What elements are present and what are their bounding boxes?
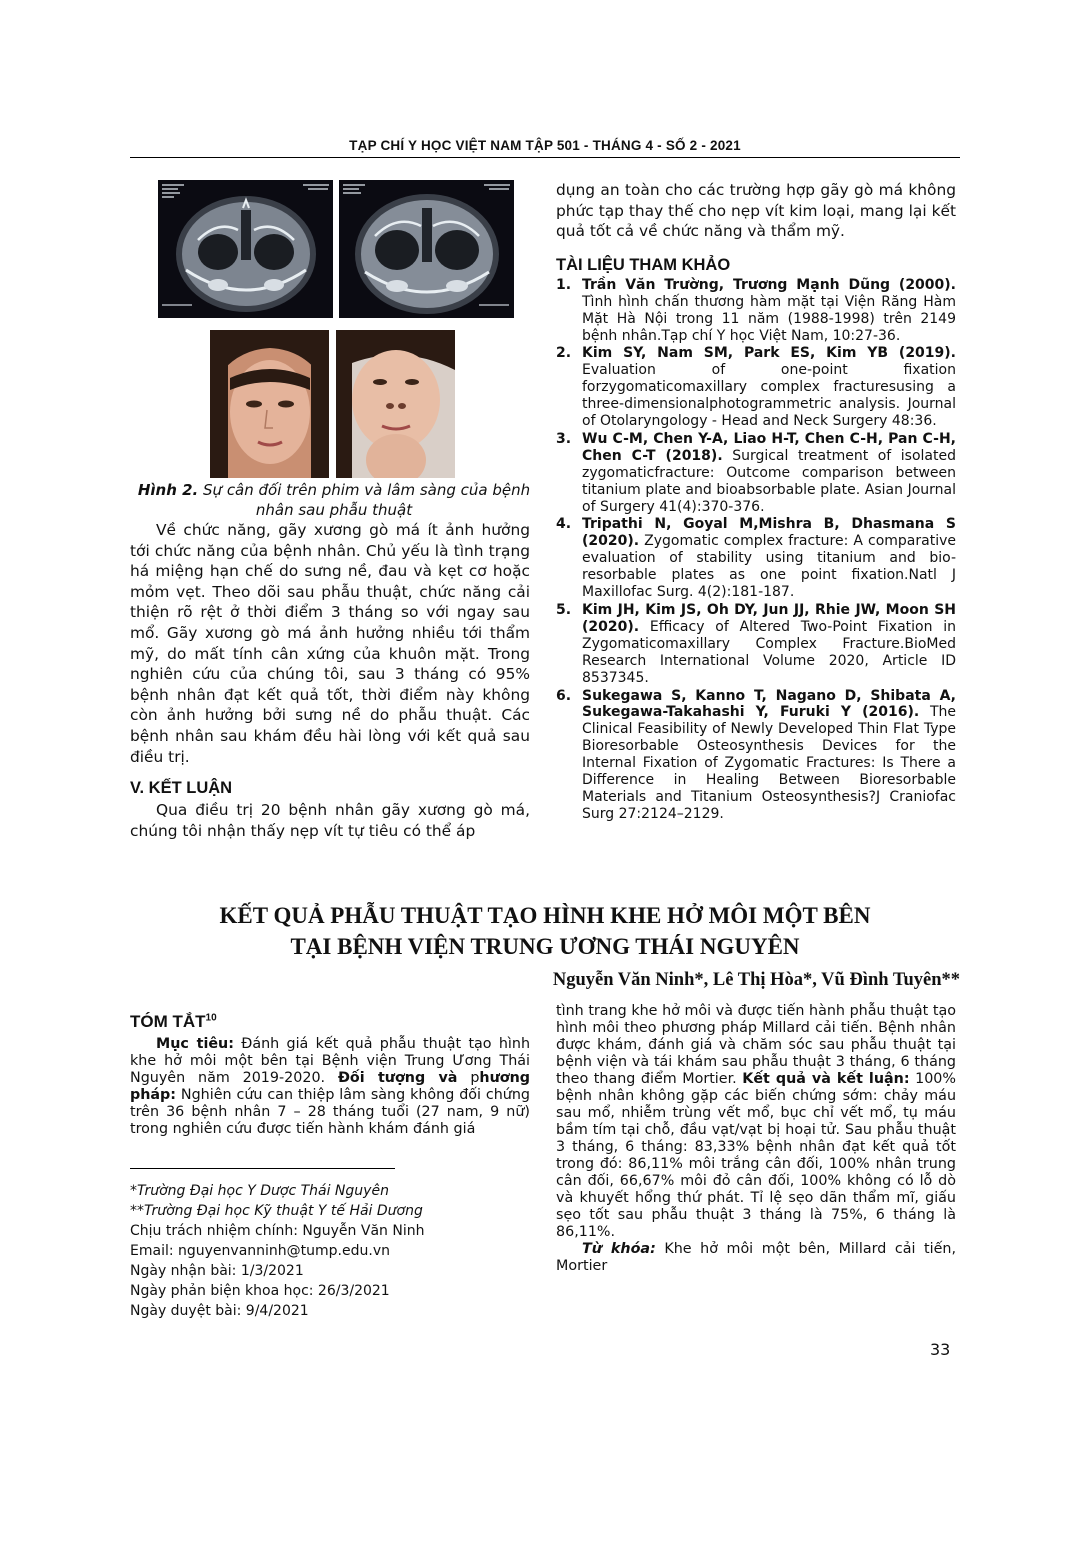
keywords-label: Từ khóa: — [582, 1241, 656, 1257]
reference-authors: Tripathi N, Goyal M,Mishra B, Dhasmana S (2020). — [582, 516, 956, 550]
journal-header: TẠP CHÍ Y HỌC VIỆT NAM TẬP 501 - THÁNG 4 - SỐ 2 - 2021 — [349, 138, 741, 153]
reference-number: 1. — [556, 276, 572, 293]
reference-authors: Kim SY, Nam SM, Park ES, Kim YB (2019). — [582, 345, 956, 362]
reference-item — [556, 688, 956, 823]
results-label: Kết quả và kết luận: — [742, 1071, 910, 1087]
reference-item — [556, 277, 956, 345]
reference-number: 5. — [556, 602, 572, 618]
reference-item — [556, 345, 956, 430]
date-approved: Ngày duyệt bài: 9/4/2021 — [130, 1303, 309, 1319]
methods-text: Nghiên cứu can thiệp lâm sàng không đối chứng trên 36 bệnh nhân 7 – 28 tháng tuổi (27 nam, 9 nữ) trong nghiên cứu được tiến hành khám đánh giá — [130, 1087, 530, 1137]
reference-number: 4. — [556, 516, 572, 533]
reference-number: 2. — [556, 345, 572, 362]
corresponding-email: Email: nguyenvanninh@tump.edu.vn — [130, 1243, 390, 1259]
reference-text: Zygomatic complex fracture: A comparative evaluation of stability using titanium and bio-resorbable plates as one point fixation.Natl J Maxillofac Surg. 4(2):181-187. — [582, 533, 956, 601]
corresponding-author: Chịu trách nhiệm chính: Nguyễn Văn Ninh — [130, 1223, 425, 1239]
date-reviewed: Ngày phản biện khoa học: 26/3/2021 — [130, 1283, 390, 1299]
methods-label-b: p — [457, 1070, 480, 1086]
figure-caption-text: Sự cân đối trên phim và lâm sàng của bệnh nhân sau phẫu thuật — [198, 481, 531, 519]
ct-scan-figure — [158, 180, 514, 318]
page-number: 33 — [930, 1340, 951, 1359]
objective-text: Đánh giá kết quả phẫu thuật tạo hình khe hở môi một bên tại Bệnh viện Trung Ương Thái Nguyên năm 2019-2020. — [130, 1036, 531, 1086]
reference-text: Evaluation of one-point fixation forzygomaticomaxillary complex fracturesusing a three-dimensionalphotogrammetric analysis. Journal of Otolaryngology - Head and Neck Surgery 48:36. — [582, 362, 956, 430]
reference-authors: Kim JH, Kim JS, Oh DY, Jun JJ, Rhie JW, Moon SH (2020). — [582, 602, 956, 635]
abstract-right-column — [556, 1003, 956, 1275]
reference-list — [556, 277, 956, 823]
reference-text: The Clinical Feasibility of Newly Developed Thin Flat Type Bioresorbable Osteosynthesis Devices for the Internal Fixation of Zygomatic Fractures: Is There a Difference in Healing Between Bioresorbable Materials and Titanium Osteosynthesis?J Craniofac Surg 27:2124–2129. — [582, 704, 956, 822]
keywords — [556, 1241, 956, 1275]
reference-text: Efficacy of Altered Two-Point Fixation in Zygomaticomaxillary Complex Fracture.BioMed Research International Volume 2020, Article ID 8537345. — [582, 618, 956, 686]
references-heading: TÀI LIỆU THAM KHẢO — [556, 255, 731, 274]
reference-text: Tình hình chấn thương hàm mặt tại Viện Răng Hàm Mặt Hà Nội trong 11 năm (1988-1998) trên 2149 bệnh nhân.Tạp chí Y học Việt Nam, 10:27-36. — [582, 293, 956, 344]
header-rule — [130, 157, 960, 158]
affiliation-1: *Trường Đại học Y Dược Thái Nguyên — [130, 1183, 389, 1199]
date-received: Ngày nhận bài: 1/3/2021 — [130, 1263, 304, 1279]
footnote-rule — [130, 1168, 395, 1169]
methods-label-c: hương pháp: — [130, 1070, 530, 1103]
abstract-left-column — [130, 1012, 530, 1321]
objective-label: Mục tiêu: — [156, 1036, 234, 1052]
body-paragraph-function: Về chức năng, gãy xương gò má ít ảnh hưởng tới chức năng của bệnh nhân. Chủ yếu là tình trạng há miệng hạn chế do sưng nề, đau và kẹt cơ hoặc mỏm vẹt. Theo dõi sau phẫu thuật, chức năng cải thiện rõ rệt ở thời điểm 3 tháng so với ngay sau mổ. Gãy xương gò má ảnh hưởng nhiều tới thẩm mỹ, do mất tính cân xứng của khuôn mặt. Trong nghiên cứu của chúng tôi, sau 3 tháng có 95% bệnh nhân đạt kết quả tốt, thời điểm này không còn ảnh hưởng bởi sưng nề do phẫu thuật. Các bệnh nhân sau khám đều hài lòng với kết quả sau điều trị. — [130, 521, 530, 766]
left-column — [130, 520, 530, 841]
abstract-heading-footnote: 10 — [205, 1012, 217, 1024]
reference-authors: Trần Văn Trường, Trương Mạnh Dũng (2000). — [582, 276, 956, 293]
figure-caption-label: Hình 2. — [137, 481, 199, 499]
reference-number: 6. — [556, 687, 572, 704]
results-text: 100% bệnh nhân không gặp các biến chứng sớm: chảy máu sau mổ, nhiễm trùng vết mổ, bục chỉ vết mổ, tụ máu bầm tím tại chỗ, đầu vạt/vạt bị hoại tử. Sau phẫu thuật 3 tháng, 6 tháng: 83,33% bệnh nhân đạt kết quả tốt trong đó: 86,11% môi trắng cân đối, 100% nhân trung cân đối, 66,67% môi đỏ cân đối, 100% không có lỗ dò và khuyết hổng thứ phát. Tỉ lệ sẹo dãn thẩm mĩ, giấu sẹo tốt sau phẫu thuật 3 tháng là 75%, 6 tháng là 86,11%. — [556, 1071, 956, 1240]
keywords-text: Khe hở môi một bên, Millard cải tiến, Mortier — [556, 1241, 956, 1274]
reference-item — [556, 431, 956, 516]
article-authors: Nguyễn Văn Ninh*, Lê Thị Hòa*, Vũ Đình Tuyên** — [552, 970, 960, 990]
ct-scan-image-right — [339, 180, 514, 318]
patient-photos — [210, 330, 455, 478]
patient-photo-worms-eye — [336, 330, 455, 478]
abstract-heading — [130, 1012, 530, 1032]
abstract-heading-text: TÓM TẮT — [130, 1012, 206, 1031]
abstract-paragraph — [130, 1036, 530, 1138]
methods-label-a: Đối tượng và — [337, 1070, 458, 1086]
figure-caption — [130, 480, 538, 520]
article-title-line-1: KẾT QUẢ PHẪU THUẬT TẠO HÌNH KHE HỞ MÔI MỘT BÊN — [219, 903, 871, 928]
abstract-paragraph-continued — [556, 1003, 956, 1241]
section-heading-conclusion: V. KẾT LUẬN — [130, 779, 233, 798]
abstract-methods-continued: tình trang khe hở môi và được tiến hành phẫu thuật tạo hình môi theo phương pháp Millard cải tiến. Bệnh nhân được khám, đánh giá và chăm sóc sau phẫu thuật tại bệnh viện và tái khám sau phẫu thuật 3 tháng, 6 tháng theo thang điểm Mortier. — [556, 1003, 956, 1087]
article-title — [130, 900, 960, 962]
article-title-line-2: TẠI BỆNH VIỆN TRUNG ƯƠNG THÁI NGUYÊN — [290, 934, 800, 959]
reference-authors: Wu C-M, Chen Y-A, Liao H-T, Chen C-H, Pan C-H, Chen C-T (2018). — [582, 430, 956, 464]
reference-number: 3. — [556, 430, 572, 447]
body-paragraph-conclusion: Qua điều trị 20 bệnh nhân gãy xương gò má, chúng tôi nhận thấy nẹp vít tự tiêu có thể áp — [130, 801, 530, 840]
right-column — [556, 180, 956, 824]
reference-authors: Sukegawa S, Kanno T, Nagano D, Shibata A, Sukegawa-Takahashi Y, Furuki Y (2016). — [582, 687, 956, 721]
ct-scan-image-left — [158, 180, 333, 318]
reference-item — [556, 516, 956, 601]
patient-photo-frontal — [210, 330, 329, 478]
body-paragraph-continuation: dụng an toàn cho các trường hợp gãy gò má không phức tạp thay thế cho nẹp vít kim loại, mang lại kết quả tốt cả về chức năng và thẩm mỹ. — [556, 181, 956, 241]
reference-text: Surgical treatment of isolated zygomaticfracture: Outcome comparison between titanium plate and bioabsorbable plate. Asian Journal of Surgery 41(4):370-376. — [582, 447, 956, 515]
reference-item — [556, 602, 956, 687]
affiliation-2: **Trường Đại học Kỹ thuật Y tế Hải Dương — [130, 1203, 423, 1219]
